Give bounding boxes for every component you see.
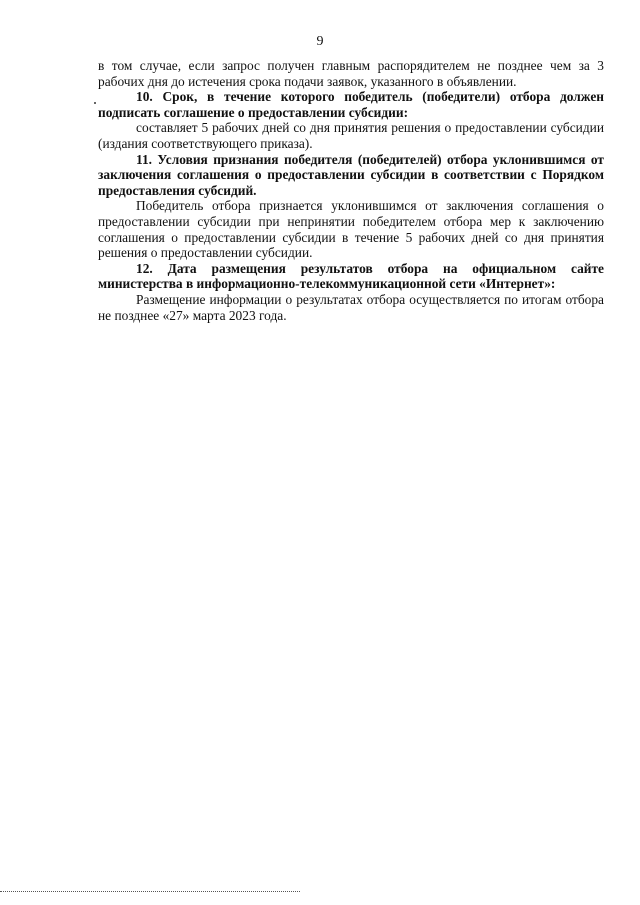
paragraph-continuation: в том случае, если запрос получен главным распорядителем не позднее чем за 3 рабочих дня до истечения срока подачи заявок, указанного в объявлении.: [98, 58, 604, 89]
page-number: 9: [316, 34, 324, 49]
document-body: [98, 58, 604, 323]
scan-artifact-dot: [94, 102, 96, 104]
section-11-heading: 11. Условия признания победителя (победителей) отбора уклонившимся от заключения соглашения о предоставлении субсидии в соответствии с Порядком предоставления субсидий.: [98, 151, 604, 198]
section-12-text: Размещение информации о результатах отбора осуществляется по итогам отбора не позднее «27» марта 2023 года.: [98, 291, 604, 323]
section-11-text: Победитель отбора признается уклонившимся от заключения соглашения о предоставлении субсидии при непринятии победителем отбора мер к заключению соглашения о предоставлении субсидии в течение 5 рабочих дней со дня принятия решения о предоставлении субсидии.: [98, 198, 604, 261]
section-10-text: составляет 5 рабочих дней со дня принятия решения о предоставлении субсидии (издания соответствующего приказа).: [98, 120, 604, 151]
section-10-heading: 10. Срок, в течение которого победитель (победители) отбора должен подписать соглашение о предоставлении субсидии:: [98, 89, 604, 120]
footer-dotted-rule: [0, 891, 300, 892]
section-12-heading: 12. Дата размещения результатов отбора на официальном сайте министерства в информационно-телекоммуникационной сети «Интернет»:: [98, 260, 604, 292]
